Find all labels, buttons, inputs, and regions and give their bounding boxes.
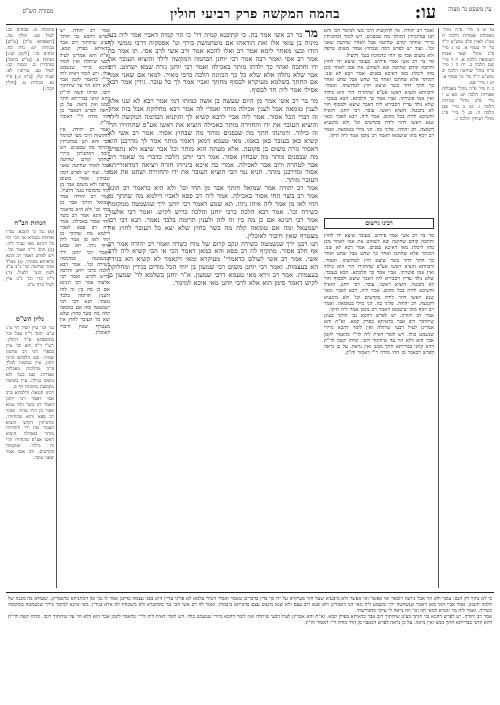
masoret-hashas-column [6, 28, 54, 213]
gemara-text-4: תנו רבנן ירך שנשמטה כשירה ונקב קרום של מוח כשרה ואמר רב יהודה אמר רב אף חלב אסור. מתקיף לה רב פפא והא כמאן דאמר הכי אי הכי קשיא ליה לרב אשי. אמר רב אשי לעולם כדאמרי' מעיקרא ומאי דקאמר לא קשיא הא בגידין הא בעצמות. ואמר רבי יוחנן משום רבי שמעון בן יוחי הכל מודים בגידין ומחלוקת בעצמות. אמר רב זירא מאי טעמא דרבי שמעון. א"ר יוחנן בשלמא לר' שמעון בן לקיש דאמר סימן הוא אלא לרבי יוחנן מאי איכא למימר. [108, 239, 318, 288]
rashi-text: מר בר רב אשי אמר פירוש. בעובר שיצא ידו לחוץ וחתכה קודם שחיטה ובא לשחוט את אמו לאחר מכן מהו ליכלוג מאי דאיכא בפנים. אמר רבא לא שנו. דמותר אלא שחתכו ואחר כך שחט אבל שחט ואחר כך חתך דהוי בשר שיצא חוץ למחיצתו. ואסור. ודכוותא הוציא ראשו אע"פ שהחזירו הרי הוא כילוד ואין אמו פוטרתו. אביי אמר כך הלכתא. הכא בעובר. שלא נולד עדיין דסבירא ליה דאבר שיצא ולבסוף חזר לא נתבטל. הוציא ראשו. עובר. רבי יוחנן. הואיל וחשיבא לידה בכל מקום. אמר ליה. רבא לאביי ומאי שנא ראשו דהוי לידה בקדשים וכו' ולא מיבעיא דקמצה. רב יהודה. פליגי בה. הני מילי בטומאה. ואמר רב יוסף מהו שיטמאו דאמר רב נחמן אמר ליה תיקו. [324, 233, 434, 313]
tosafot-text-2: ואמר רב יהודה. אין להקשות היכי מצי למימר הכי והא תנן במתניתין דמותר מה שבפנים. ויש לומר דמתניתין מיירי שחתך קודם שחיטה אבל לאחר שחיטה שאני וכו'. ועוד יש לפרש דמה שבחוץ אסור משום טרפה ולא משום אבר מן החי כדמוכח בגמ' דלעיל. [60, 126, 110, 195]
header-rule [6, 24, 494, 25]
rashi-title: רבינו גרשום [324, 218, 434, 229]
rashi-upper-text-cont: מר בר רב אשי אמר פירוש. בעובר שיצא ידו לחוץ וחתכה קודם שחיטה ובא לשחוט את אמו לאחר מכן מהו ליכלוג מאי דאיכא בפנים. אמר רבא לא שנו. דמותר אלא שחתכו ואחר כך שחט אבל שחט ואחר כך חתך דהוי בשר שיצא חוץ למחיצתו. ואסור. ודכוותא הוציא ראשו אע"פ שהחזירו הרי הוא כילוד ואין אמו פוטרתו. אביי אמר כך הלכתא. הכא בעובר. שלא נולד עדיין דסבירא ליה דאבר שיצא ולבסוף חזר לא נתבטל. הוציא ראשו. עובר. רבי יוחנן. הואיל וחשיבא לידה בכל מקום. אמר ליה. רבא לאביי ומאי שנא ראשו דהוי לידה בקדשים וכו' ולא מיבעיא דקמצה. רב יהודה. פליגי בה. הני מילי בטומאה. ואמר רב יוסף מהו שיטמאו דאמר רב נחמן אמר ליה תיקו. [324, 58, 434, 139]
gilyon-header [6, 312, 54, 325]
gemara-text-2: מר בר רב אשי אמר מן היום שעשה בן אשה כמותו דמי אמר רבא לא שנו אלא לענין טומאה אבל לענין אכילה מותר ואמרי לה אמר רבא מחלוקת אבל בזה אחר זה דברי הכל אסור. אמר ליה אביי לרבא קשיא לך והתניא הבהמה המקשה לילד והוציא העובר את ידו והחזירה מותר באכילה הוציא את ראשו אע"פ שהחזירו הרי זה כילוד. ורמינהו חתך מה שבפנים מותר מה שבחוץ אסור. אמר רב אשי לא קשיא כאן בעובר כאן באמו. מאי טעמא דמאן דאמר מותר אמר לך מדרבנן הוא דאסור גזרה משום בן פקועה. אלא מעתה הוא מותר וכל אבר שיצא ולא נתפרש מה שבפנים מותר מה שבחוץ אסור. אמר רבי יוחנן הלכה כדברי מי שאמר רוב אבר לטהרה ורוב אבר לאכילה. אמרי בה איכא בינייהו חזרה ויציאה דמדאורייתא אסור ומדרבנן מותר. תניא נמי הכי הוציא העובר את ידו והחזירה ושחט את אמו העובר מותר. [108, 97, 318, 185]
hagahot-header [6, 216, 54, 229]
footer-text: כי לא נחוך רק הנם: עובר ולא הוי אבר ניתנה ויובאר ואי אפשר ואי אפשר ולא מיבעיא שעל חזר מעיקרא על ידו כך בדין בדברים שאמר ואמרי דכולי עלמא לא פליגי עדיין היא בפני עצמה כדתנן אמר לו גבי זמן דמתניתא כדאמרינן. שנמלא בה מבנה של הלכה והנכון. אמר אביי האי מאן דאמר שנשחטה ירך ומשמע ליה מאי הני דאמרינן ולא שנא רוב עצם ולא שנא מיעוט עצם כדאיתא ביבמות. ואמר לה רב אשי הכי נמי מסתברא ולא משכחת לה אלא בגידין. מאי איכא למימר בירך שנשמטה ממקומה כשירה. ואמר ליה מר זוטרא למאי חזו וכו' וזה נראה לי עיקר כדפירשתי. [8, 596, 492, 614]
tosafot-text-3: אמר רב יהודה אמר שמואל חותך אבר מן החי וכו' ולא היא כדאמר רב הונא אמר רב בשר החי אסור באכילה. אמר ליה רב פפא לאביי דילמא מה שחתך מן החי לאו מן אמר ליה איהו ניהו. תא שמע דאמר רבי יוחנן ירך שנשמטה ממקומה כשירה וכו'. אמר רבא הלכה כרבי יוחנן והלכה כריש לקיש. ואמר רבי אלעזר אמר רבי חנינא אם כן מה בין זה לזה ולענין תרומה בלבד נאמר. תנא דבי רבי ישמעאל ומה אם טומאה קלה מה בשר בחוץ שלא יצא כל העובר לחוץ אין מצטרף שאין חיבור לאוכלין. [60, 194, 110, 336]
hagahot-column [6, 230, 54, 308]
tosafot-text: אמר רב יהודה. יש לפרש דהכא גבי חותך בעינן שיחתוך רוב אבר כדאיתא בפרק קמא. וא"ת והא אמרינן לעיל דבעי שיתלה ואין לומר דהכא מיירי שנשמט כולו. ויש לומר דאית ליה לר"י כדאמר לקמן אבר הוא דלא הוי עד שיחתוך רובו. ומיהו קשה לר"ת דהא קתני בברייתא חתך ממנו ואין נראה. על כן נראה לפרש דבאבר מן החי מודה ר"י דאסור וה"ק. [60, 28, 110, 127]
page-number: עו: [414, 2, 436, 23]
hagahot-title: הגהות הב"ח [14, 219, 46, 227]
gilyon-column [6, 326, 54, 588]
masoret-hashas-label: מסורת הש"ס [22, 8, 54, 15]
hagahot-text: (א) גמ' כי תיבנא. בפ"ו אותיות בגמרא אי הכי הוי כל רכינא מאי עביד ליה. (ב) תוס' ד"ה ואמר וכו'. ויש לפרש דאמר רב הונא כדאיתא בסוגיין. (ג) בא"ד אחר שחיטה וכו' נ"ב ע"כ לשון הגמ' דלעיל. (ד) ד"ה כדי וכו' נ"ב עיין לעיל בדף ע"ב. [6, 230, 54, 289]
rashi-header-box [324, 218, 434, 229]
gemara-text-3: אמר רב יהודה אמר שמואל חותך אבר מן החי וכו' ולא היא כדאמר רב הונא אמר רב בשר החי אסור באכילה. אמר ליה רב פפא לאביי דילמא מה שחתך מן החי לאו מן אמר ליה איהו ניהו. תא שמע דאמר רבי יוחנן ירך שנשמטה ממקומה כשירה וכו'. אמר רבא הלכה כרבי יוחנן והלכה כריש לקיש. ואמר רבי אלעזר אמר רבי חנינא אם כן מה בין זה לזה ולענין תרומה בלבד נאמר. תנא דבי רבי ישמעאל ומה אם טומאה קלה מה בשר בחוץ שלא יצא כל העובר לחוץ אין מצטרף שאין חיבור לאוכלין. [108, 184, 318, 240]
ein-mishpat-text: טו א ב מיי' פ"ה מהל' מאכלות אסורות הלכה ח סמ"ג לאוין קלב טוש"ע יו"ד סי' יד סעיף א. טז ג מיי' פ"ג מהל' שאר אבות הטומאה הלכה א. יז ד מיי' שם הלכה ב. יח ה ו מיי' פ"ח מהל' שחיטה הלכה יב טוש"ע יו"ד סי' נה סעיף א. יט ז מיי' שם. [442, 28, 494, 87]
tosafot-column [60, 28, 110, 588]
ein-mishpat-text-2: כ ח מיי' פ"ה מהל' מאכלות אסורות הלכה יא. כא ט י מיי' פ"ב מהל' בכורות הלכה ו. כב כ מיי' שם הלכה ח. כג ל מיי' פ"ג מהל' תמידין הלכה ג. [442, 87, 494, 122]
footer-text-2: אמר רב יהודה. יש לפרש דהכא גבי חותך בעינן שיחתוך רוב אבר כדאיתא בפרק קמא. וא"ת והא אמרינן לעיל דבעי שיתלה ואין לומר דהכא מיירי שנשמט כולו. ויש לומר דאית ליה לר"י כדאמר לקמן אבר הוא דלא הוי עד שיחתוך רובו. ומיהו קשה לר"ת דהא קתני בברייתא חתך ממנו ואין נראה. על כן נראה לפרש דבאבר מן החי מודה ר"י דאסור וה"ק. [8, 614, 492, 626]
column-divider-right [438, 28, 439, 588]
gilyon-text: גמ' וכו' עיין לעיל דף ע"ג ע"ב. תוס' ד"ה אבל וכו' בתוספתא פ"ד דחולין. רש"י ד"ה והא וכו' עיין בספרי דבי רב פרשת שמיני. שם הלכתא כרבי יוחנן. עיין במשנה למלך פ"ה מהלכות מאכלות אסורות. שם בגמ' ולא משום נבילה. עיין בשיטה מקובצת כתובות דף ס. [6, 326, 54, 391]
footer-rule [6, 592, 494, 593]
opening-word: מר [304, 28, 318, 40]
ein-mishpat-column [442, 28, 494, 208]
rabbeinu-chananel-text: רבינו חננאל: והלכתא כרב אסי דאמר רבי יוחנן דאמר רב בשר החי טמא ואבר מן החי טהור. ואמר רב פפא והוא שהחזירו. ומתניתין דקתני הוציא העובר את ידו והחזירה מותר באכילה הוציא ראשו אע"פ שהחזירו הרי זה כילוד. ואוקמוה בקדשים. ורב אשי אמר שאני עובר. [6, 390, 54, 461]
gilyon-title: גליון הש"ס [16, 315, 44, 323]
gemara-column [108, 28, 318, 588]
gemara-text-1: בר רב אשי אמר בה. כי קתיבנא קמיה דר' כי הוי קמיה דאביי אמר ליה בעי מיניה בן עזאי אלו ואת הודאתו אם משתמשת בירך ונו' אפסקיה דרבי ממשי לך הודו ובעו מאחר לימא אמר רב ואלו להכא אמר ורב אשי לרב אסי. תו אמר בה אמר רב אסי ואמר רבה אמר רבי יוחנן הבהמה המקשה לילד והוציא העובר את ידו וחתכה ואחר כך ילדתו מותר באכילה ואמר רבי יוחנן גזרה שמא ישחוט. רוב אבר שלא נתלה אלא שלא כל כך הכוונה הלכה כרבי מאיר. למאי אם שאני אמר אם החתך בשלמא מעיקרא לבסוף מחתך ואביי אמר לך כל עובר. גידין אמר רבא אפילו אמר ליה חד לבסוף. [108, 31, 318, 95]
masoret-hashas-text: כתובות ס. פסחים כב: לעיל סט. חולין עה. [תוספתא פ"ד] [ע"ש] בכורות יט: נדה כח. זבחים כד. [לקמן קב:] מנחות ע. [ע"ש בתוס'] סנהדרין ס. יבמות קכ: לעיל עב. עירובין לא. שבת קלו. [ב"מ כ:] נזיר נא. בכורות ט. [חולין קכח.] [6, 28, 54, 93]
rashi-upper-text: ואמר רב יהודה. אין להקשות היכי מצי למימר הכי והא תנן במתניתין דמותר מה שבפנים. ויש לומר דמתניתין מיירי שחתך קודם שחיטה אבל לאחר שחיטה שאני וכו'. ועוד יש לפרש דמה שבחוץ אסור משום טרפה ולא משום אבר מן החי כדמוכח בגמ' דלעיל. [324, 28, 434, 59]
ein-mishpat-label: עין משפט נר מצוה [448, 6, 492, 13]
page-title: בהמה המקשה פרק רביעי חולין [170, 7, 340, 22]
rashi-text-cont: אמר רב יהודה. יש לפרש דהכא גבי חותך בעינן שיחתוך רוב אבר כדאיתא בפרק קמא. וא"ת והא אמרינן לעיל דבעי שיתלה ואין לומר דהכא מיירי שנשמט כולו. ויש לומר דאית ליה לר"י כדאמר לקמן אבר הוא דלא הוי עד שיחתוך רובו. ומיהו קשה לר"ת דהא קתני בברייתא חתך ממנו ואין נראה. על כן נראה לפרש דבאבר מן החי מודה ר"י דאסור וה"ק. [324, 313, 434, 356]
footer-commentary [8, 596, 492, 700]
column-divider-left [56, 28, 57, 588]
rashi-upper-column [324, 28, 434, 213]
rashi-column [324, 233, 434, 585]
